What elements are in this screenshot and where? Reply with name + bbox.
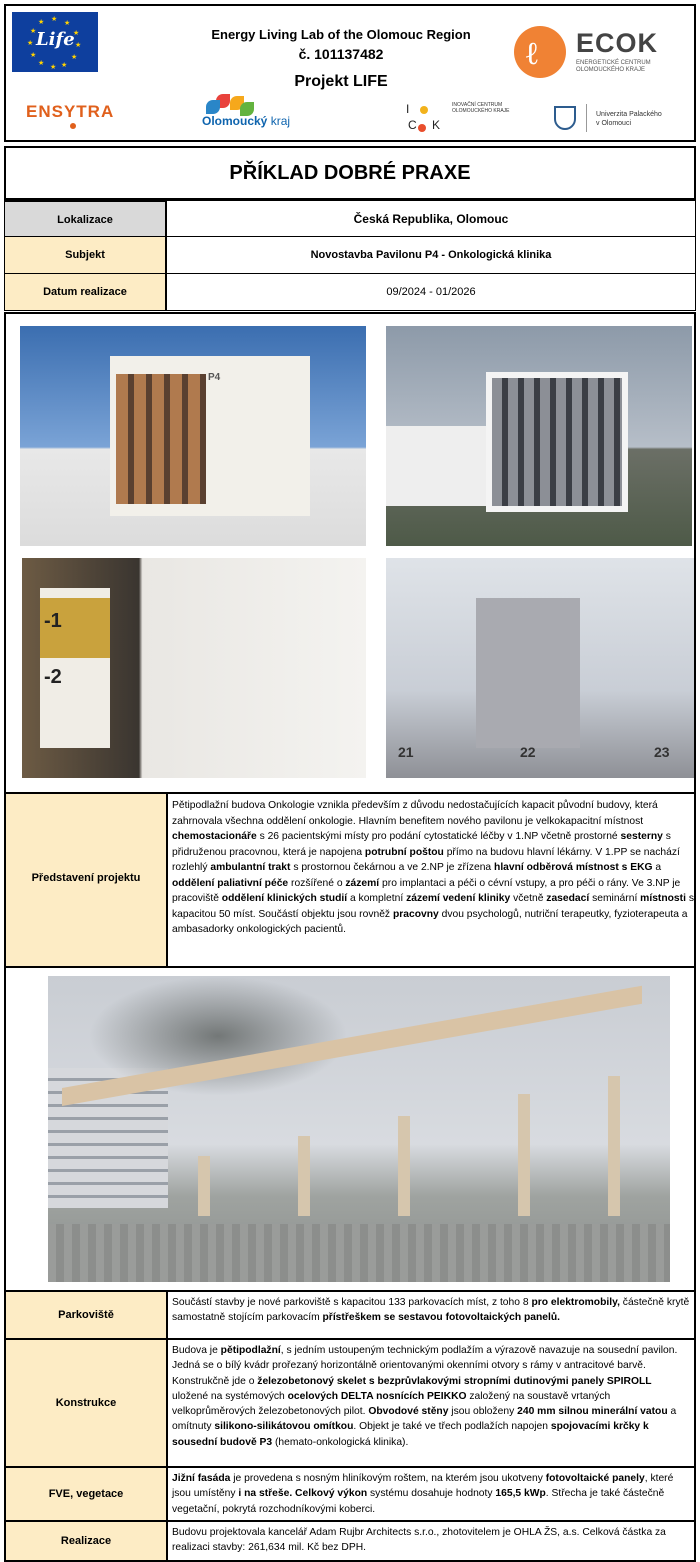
- info-row-lokalizace: [4, 200, 696, 237]
- photo-treatment-room: [386, 558, 694, 778]
- datum-label: Datum realizace: [5, 274, 167, 310]
- project-description-row: [4, 792, 696, 968]
- fve-text: Jižní fasáda je provedena s nosným hliníkovým roštem, na kterém jsou ukotveny fotovoltaické panely, které jsou umístěny i na střeše. Celkový výkon systému dosahuje hodnoty 165,5 kWp. Střecha je také částečně vegetační, pokrytá rozchodníkovými koberci.: [172, 1473, 674, 1515]
- konstrukce-text: Budova je pětipodlažní, s jedním ustoupeným technickým podlažím a výrazově navazuje na sousední pavilon. Jedná se o bílý kvádr prořezaný horizontálně orientovanými okenními otvory s rámy v antracitové barvě. Konstrukčně jde o železobetonový skelet s bezprůvlakovými stropními dutinovými panely SPIROLL uložené na systémových ocelových DELTA nosnících PEIKKO založený na soustavě vrtaných velkoprůměrových železobetonových pilot. Obvodové stěny jsou obloženy 240 mm silnou minerální vatou a omítnuty silikono-silikátovou omítkou. Objekt je také ve třech podlažích napojen spojovacími krčky k sousední budově P3 (hemato-onkologická klinika).: [172, 1345, 678, 1448]
- ensytra-dot-icon: [70, 123, 76, 129]
- info-table: [4, 200, 696, 311]
- row-realizace: [4, 1522, 696, 1562]
- bed-number-21: 21: [398, 744, 414, 760]
- fve-label: FVE, vegetace: [6, 1468, 168, 1520]
- subjekt-value: Novostavba Pavilonu P4 - Onkologická klinika: [310, 249, 552, 261]
- photo-carport: [48, 976, 670, 1282]
- konstrukce-label: Konstrukce: [6, 1340, 168, 1466]
- realizace-text: Budovu projektovala kancelář Adam Rujbr Architects s.r.o., zhotovitelem je OHLA ŽS, a.s. Celková částka za realizaci stavby: 261,634 mil. Kč bez DPH.: [172, 1527, 666, 1554]
- row-fve-vegetace: [4, 1468, 696, 1522]
- crest-icon: [554, 106, 576, 130]
- lokalizace-label: Lokalizace: [5, 201, 167, 236]
- project-title: [196, 26, 486, 94]
- parkoviste-label: Parkoviště: [6, 1292, 168, 1338]
- info-row-datum: [4, 274, 696, 311]
- bed-number-22: 22: [520, 744, 536, 760]
- ecok-name: ECOK: [576, 28, 659, 58]
- title-line-3: Projekt LIFE: [294, 73, 388, 90]
- icok-logo: I C K INOVAČNÍ CENTRUM OLOMOUCKÉHO KRAJE: [404, 100, 534, 134]
- eu-life-logo: ★ ★ ★ ★ ★ ★ ★ ★ ★ ★ ★ ★ Life: [12, 12, 98, 72]
- ecok-subtitle: ENERGETICKÉ CENTRUM OLOMOUCKÉHO KRAJE: [576, 60, 651, 73]
- floor-sign-minus1: -1: [44, 610, 62, 632]
- photo-building-facade: [386, 326, 692, 546]
- title-line-2: č. 101137482: [298, 46, 384, 62]
- carport-photo-section: [4, 966, 696, 1292]
- info-row-subjekt: [4, 237, 696, 274]
- photo-gallery: [4, 312, 696, 794]
- datum-value: 09/2024 - 01/2026: [386, 286, 476, 298]
- olomoucky-kraj-logo: [202, 94, 332, 134]
- dot-icon: [420, 106, 428, 114]
- icok-subtitle: INOVAČNÍ CENTRUM OLOMOUCKÉHO KRAJE: [452, 102, 510, 114]
- project-label: Představení projektu: [6, 794, 168, 966]
- header: [4, 4, 696, 142]
- lokalizace-value: Česká Republika, Olomouc: [353, 212, 509, 226]
- photo-interior-corridor: [22, 558, 366, 778]
- ecok-logo: [514, 26, 694, 82]
- bed-number-23: 23: [654, 744, 670, 760]
- subjekt-label: Subjekt: [5, 237, 167, 273]
- row-parkoviste: [4, 1290, 696, 1340]
- photo-building-exterior: [20, 326, 366, 546]
- floor-sign-minus2: -2: [44, 666, 62, 688]
- upol-text-2: v Olomouci: [596, 120, 632, 127]
- petal-icon: [206, 100, 220, 114]
- project-text: Pětipodlažní budova Onkologie vznikla především z důvodu nedostačujících kapacit původní budovy, která zahrnovala všechna oddělení onkologie. Hlavním benefitem nového pavilonu je velkokapacitní místnost chemostacionáře s 26 pacientskými místy pro podání cytostatické léčby v 1.NP včetně prostorné sesterny s přidruženou pracovnou, která je napojena potrubní poštou přímo na budovu hlavní lékárny. V 1.PP se nachází rozlehlý ambulantní trakt s prostornou čekárnou a ve 2.NP je zřízena hlavní odběrová místnost s EKG a oddělení paliativní péče rozšířené o zázemí pro implantaci a péči o cévní vstupy, a pro péči o rány. Ve 3.NP je pracoviště oddělení klinických studií a kompletní zázemí vedení kliniky včetně zasedací seminární místnosti s kapacitou 50 míst. Součástí objektu jsou rovněž pracovny dvou psychologů, nutriční terapeutky, fyzioterapeuta a ambasadorky onkologických pacientů.: [172, 800, 694, 935]
- ensytra-name: ENSYTRA: [26, 102, 115, 121]
- ensytra-logo: [26, 102, 114, 122]
- upol-text-1: Univerzita Palackého: [596, 111, 662, 118]
- parkoviste-text: Součástí stavby je nové parkoviště s kapacitou 133 parkovacích míst, z toho 8 pro elektromobily, částečně krytě samostatně stojícím parkovacím přístřeškem se sestavou fotovoltaických panelů.: [172, 1297, 690, 1324]
- title-line-1: Energy Living Lab of the Olomouc Region: [211, 27, 471, 42]
- document-page: [4, 4, 696, 1558]
- upol-logo: [554, 104, 694, 134]
- life-logo-text: Life: [36, 29, 75, 50]
- ecok-icon: ℓ: [514, 26, 566, 78]
- details-table: [4, 1290, 696, 1562]
- building-sign: P4: [208, 372, 221, 383]
- olomoucky-kraj-suffix: kraj: [270, 114, 291, 128]
- dot-icon: [418, 124, 426, 132]
- olomoucky-kraj-name: Olomoucký: [202, 114, 268, 128]
- realizace-label: Realizace: [6, 1522, 168, 1560]
- page-title: PŘÍKLAD DOBRÉ PRAXE: [4, 146, 696, 200]
- row-konstrukce: [4, 1340, 696, 1468]
